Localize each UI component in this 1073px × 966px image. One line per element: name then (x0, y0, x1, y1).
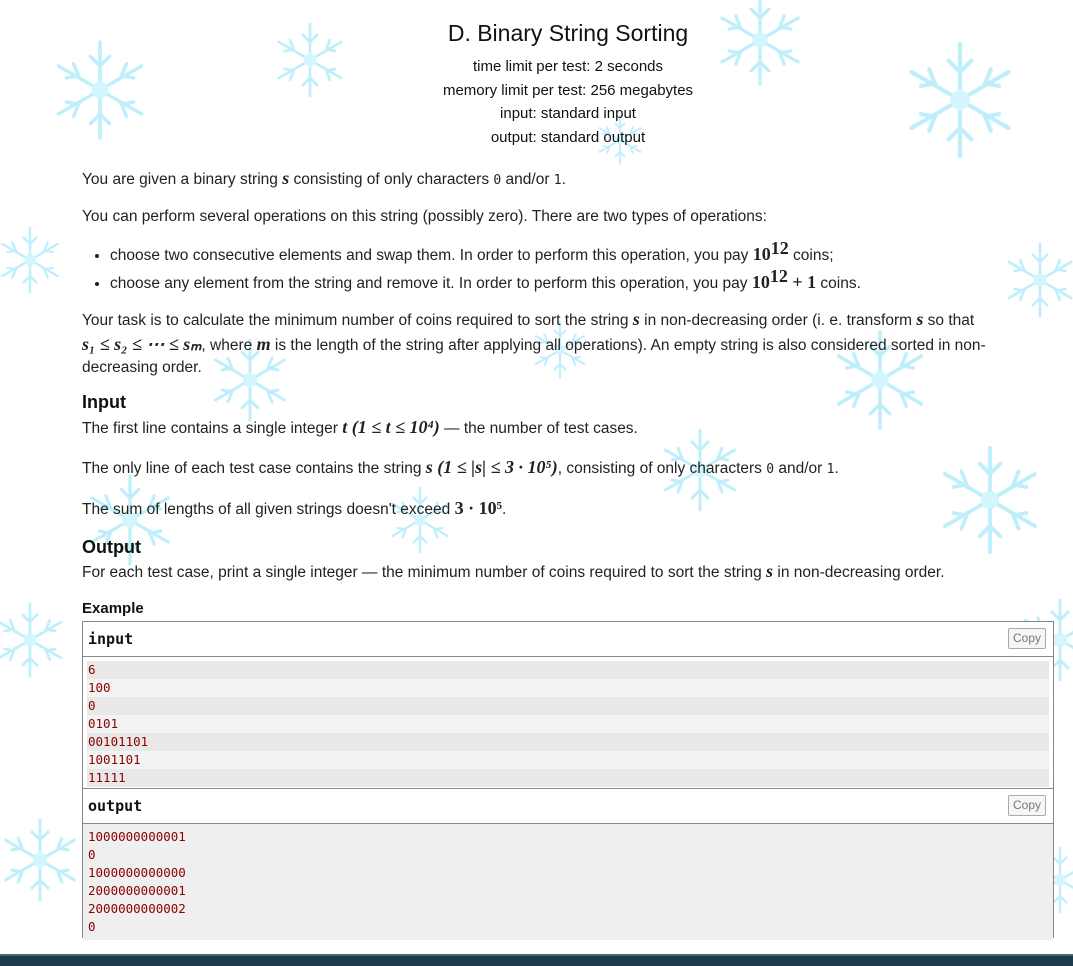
output-line: 1000000000001 (88, 829, 186, 844)
math-s: s (632, 309, 640, 329)
input-line: 0 (87, 697, 1049, 715)
text: and/or (774, 460, 827, 477)
text: in non-decreasing order. (773, 564, 945, 581)
input-line-2 (82, 456, 1052, 482)
example-output-header (83, 789, 1053, 824)
char-1: 1 (553, 173, 562, 188)
math-s-length: s (1 ≤ |s| ≤ 3 · 10⁵) (425, 457, 558, 477)
text: . (502, 501, 507, 518)
text: The first line contains a single integer (82, 420, 343, 437)
text: consisting of only characters (289, 171, 494, 188)
input-line: 0101 (87, 715, 1049, 733)
time-limit: time limit per test: 2 seconds (472, 58, 664, 75)
text: Your task is to calculate the minimum number of coins required to sort the string (82, 312, 633, 329)
text: so that (923, 312, 975, 329)
math-s: s (766, 561, 774, 581)
text: coins. (816, 274, 861, 292)
output-line: 0 (88, 919, 96, 934)
math-t-range: t (1 ≤ t ≤ 10⁴) (342, 417, 440, 437)
output-line-1 (82, 560, 1052, 585)
copy-input-button[interactable]: Copy (1008, 628, 1046, 649)
math-s: s (916, 309, 924, 329)
input-line: 6 (87, 661, 1049, 679)
math-exp: 12 (770, 237, 789, 258)
math-m: m (256, 333, 271, 354)
text: , consisting of only characters (557, 460, 767, 477)
example-input-header (83, 622, 1053, 657)
output-file: output: standard output (490, 128, 646, 146)
text: choose any element from the string and remove it. In order to perform this operation, you pay (110, 274, 752, 292)
memory-limit: memory limit per test: 256 megabytes (442, 81, 694, 99)
output-line: 2000000000001 (88, 883, 186, 898)
text: choose two consecutive elements and swap them. In order to perform this operation, you pay (110, 247, 753, 264)
math-10: 10 (751, 271, 770, 292)
text: . (834, 460, 839, 477)
statement-paragraph-1 (82, 167, 1052, 193)
problem-header (0, 20, 1073, 149)
footer-bar (0, 954, 1073, 966)
text: The only line of each test case contains the string (82, 460, 426, 477)
example-input-box (82, 621, 1054, 789)
text: You are given a binary string (82, 171, 283, 188)
example-input-title: input (88, 630, 134, 648)
output-line: 1000000000000 (88, 865, 186, 880)
operations-list (82, 237, 1052, 298)
output-line: 0 (88, 847, 96, 862)
example-output-box (82, 788, 1054, 938)
problem-title: D. Binary String Sorting (447, 20, 689, 46)
example-input-lines (83, 657, 1053, 787)
char-0: 0 (766, 462, 775, 477)
input-line: 1001101 (87, 751, 1049, 769)
math-s: s (282, 168, 290, 188)
text: — the number of test cases. (439, 420, 638, 437)
input-line: 11111 (87, 769, 1049, 787)
operation-swap (110, 237, 1052, 268)
math-10: 10 (752, 244, 771, 264)
text: and/or (501, 171, 554, 188)
text: is the length of the string after applying all operations). An empty string is also considered sorted in non-decreasing order. (82, 336, 986, 376)
text: The sum of lengths of all given strings doesn't exceed (82, 501, 455, 518)
input-line-3 (82, 497, 1052, 522)
output-heading: Output (82, 537, 141, 557)
text: . (561, 171, 566, 188)
input-line-1 (82, 416, 1052, 441)
text: For each test case, print a single integer — the minimum number of coins required to sort the string (82, 564, 767, 581)
input-line: 00101101 (87, 733, 1049, 751)
example-label: Example (82, 600, 144, 617)
input-line: 100 (87, 679, 1049, 697)
math-plus-one: + 1 (787, 271, 817, 292)
text: , where (201, 336, 257, 354)
example-output-lines (83, 824, 1053, 940)
text: coins; (788, 247, 834, 264)
text: in non-decreasing order (i. e. transform (639, 312, 917, 329)
math-sum-limit: 3 · 10⁵ (454, 498, 502, 518)
char-0: 0 (493, 173, 502, 188)
statement-paragraph-3 (82, 308, 1052, 380)
input-heading: Input (82, 392, 126, 412)
copy-output-button[interactable]: Copy (1008, 795, 1046, 816)
example-output-title: output (88, 797, 143, 815)
char-1: 1 (826, 462, 835, 477)
input-file: input: standard input (500, 105, 636, 122)
statement-paragraph-2: You can perform several operations on this string (possibly zero). There are two types of operations: (82, 208, 767, 225)
math-sorted-condition: s₁ ≤ s₂ ≤ ⋯ ≤ sₘ (82, 333, 202, 354)
math-exp: 12 (769, 265, 788, 286)
output-line: 2000000000002 (88, 901, 186, 916)
operation-remove (110, 265, 1052, 296)
